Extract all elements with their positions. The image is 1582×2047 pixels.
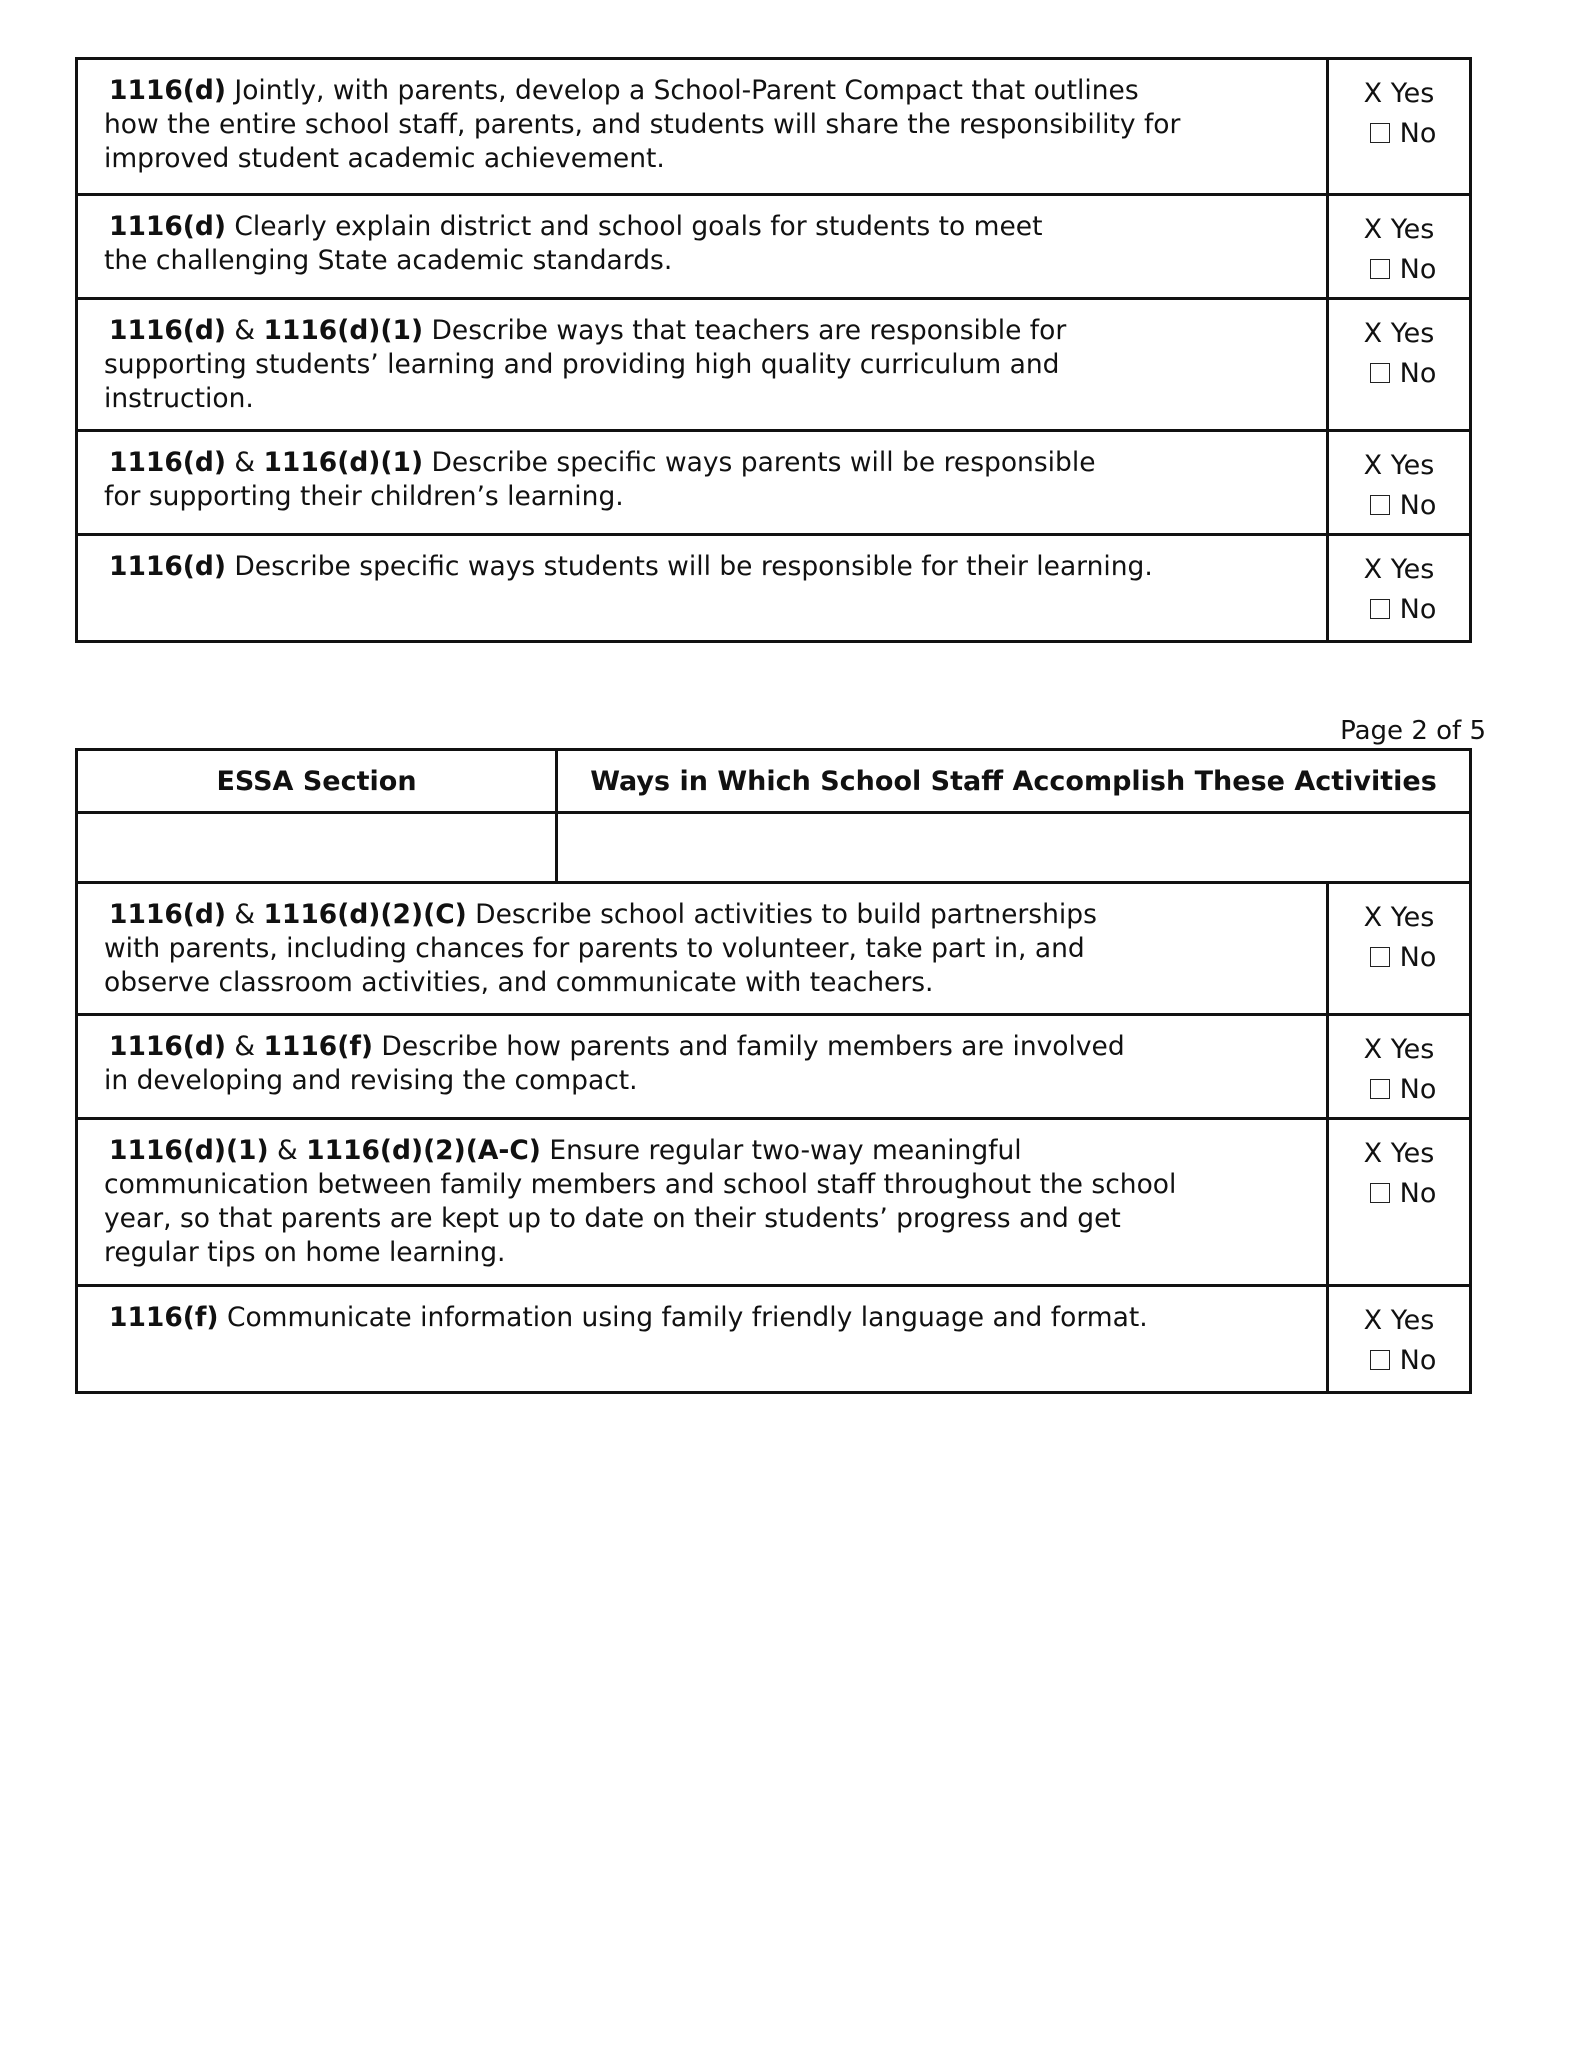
essa-section-ref: 1116(d) [109,211,226,242]
description-text: observe classroom activities, and communicate with teachers. [104,967,934,998]
description-text: Describe specific ways parents will be responsible [423,447,1096,478]
requirement-description [78,432,1329,533]
empty-row [78,814,1469,884]
yes-no-cell [1329,196,1469,297]
description-text: Ensure regular two-way meaningful [540,1135,1022,1166]
description-text: the challenging State academic standards. [104,245,673,276]
description-text: Jointly, with parents, develop a School-Parent Compact that outlines [225,75,1139,106]
yes-option-checked[interactable]: X Yes [1363,1034,1435,1065]
description-text: how the entire school staff, parents, and students will share the responsibility for [104,109,1181,140]
description-text: & [225,315,264,346]
essa-section-ref: 1116(f) [263,1031,373,1062]
compact-requirements-table-1 [75,57,1472,643]
essa-section-ref: 1116(d) [109,1031,226,1062]
checkbox-empty-icon[interactable] [1370,1183,1390,1203]
yes-option-checked[interactable]: X Yes [1363,318,1435,349]
no-option[interactable] [1329,114,1469,154]
empty-essa-section-cell[interactable] [78,814,558,881]
no-label: No [1399,1074,1437,1105]
description-text: supporting students’ learning and providing high quality curriculum and [104,349,1060,380]
checkbox-empty-icon[interactable] [1370,1079,1390,1099]
requirement-row [78,1287,1469,1391]
description-line [104,244,1306,278]
page-number: Page 2 of 5 [1340,716,1486,746]
yes-option-checked[interactable]: X Yes [1363,450,1435,481]
description-line [109,314,1306,348]
description-line [104,966,1306,1000]
yes-option-checked[interactable]: X Yes [1363,1305,1435,1336]
checkbox-empty-icon[interactable] [1370,947,1390,967]
essa-section-ref: 1116(d)(2)(C) [263,899,467,930]
requirement-row [78,432,1469,536]
description-text: & [225,899,264,930]
no-label: No [1399,942,1437,973]
requirement-row [78,196,1469,300]
description-line [104,142,1306,176]
description-text: Describe ways that teachers are responsible for [423,315,1067,346]
description-text: regular tips on home learning. [104,1237,506,1268]
description-line [104,108,1306,142]
no-label: No [1399,1178,1437,1209]
description-line [109,550,1306,584]
no-option[interactable] [1329,590,1469,630]
checkbox-empty-icon[interactable] [1370,1350,1390,1370]
essa-section-ref: 1116(d) [109,315,226,346]
description-line [104,1236,1306,1270]
no-option[interactable] [1329,354,1469,394]
no-label: No [1399,118,1437,149]
description-text: improved student academic achievement. [104,143,665,174]
table-header-row [78,751,1469,814]
description-line [104,1064,1306,1098]
requirement-description [78,300,1329,429]
checkbox-empty-icon[interactable] [1370,123,1390,143]
description-text: in developing and revising the compact. [104,1065,638,1096]
description-text: Describe specific ways students will be responsible for their learning. [225,551,1153,582]
requirement-row [78,884,1469,1016]
no-label: No [1399,1345,1437,1376]
yes-option-checked[interactable]: X Yes [1363,78,1435,109]
essa-section-ref: 1116(d) [109,551,226,582]
yes-no-cell [1329,1016,1469,1117]
essa-section-ref: 1116(d)(1) [109,1135,269,1166]
description-line [109,1301,1306,1335]
header-essa-section: ESSA Section [78,751,558,811]
description-line [109,74,1306,108]
requirement-description [78,60,1329,193]
description-line [109,446,1306,480]
requirement-description [78,196,1329,297]
yes-option-checked[interactable]: X Yes [1363,1138,1435,1169]
description-text: Communicate information using family friendly language and format. [218,1302,1148,1333]
essa-section-ref: 1116(d)(1) [263,315,424,346]
description-text: with parents, including chances for parents to volunteer, take part in, and [104,933,1085,964]
yes-no-cell [1329,300,1469,429]
yes-no-cell [1329,1120,1469,1284]
yes-option-checked[interactable]: X Yes [1363,214,1435,245]
description-line [104,348,1306,382]
no-option[interactable] [1329,1070,1469,1110]
checkbox-empty-icon[interactable] [1370,599,1390,619]
essa-section-ref: 1116(d)(1) [263,447,424,478]
requirement-row [78,1016,1469,1120]
description-text: & [225,1031,264,1062]
no-label: No [1399,254,1437,285]
yes-option-checked[interactable]: X Yes [1363,902,1435,933]
description-line [109,898,1306,932]
description-text: Clearly explain district and school goals for students to meet [225,211,1043,242]
yes-no-cell [1329,432,1469,533]
description-text: Describe school activities to build partnerships [466,899,1097,930]
checkbox-empty-icon[interactable] [1370,495,1390,515]
no-option[interactable] [1329,486,1469,526]
yes-no-cell [1329,1287,1469,1391]
requirement-row [78,536,1469,640]
description-line [104,480,1306,514]
no-option[interactable] [1329,1341,1469,1381]
requirement-description [78,1120,1329,1284]
description-line [104,1168,1306,1202]
empty-ways-cell[interactable] [558,814,1469,881]
description-text: year, so that parents are kept up to date on their students’ progress and get [104,1203,1121,1234]
description-line [104,932,1306,966]
description-line [104,382,1306,416]
no-option[interactable] [1329,938,1469,978]
description-line [104,1202,1306,1236]
requirement-description [78,1016,1329,1117]
yes-no-cell [1329,536,1469,640]
description-line [109,1030,1306,1064]
no-option[interactable] [1329,1174,1469,1214]
yes-no-cell [1329,60,1469,193]
compact-requirements-table-2 [75,748,1472,1394]
checkbox-empty-icon[interactable] [1370,363,1390,383]
header-ways-school-staff: Ways in Which School Staff Accomplish These Activities [590,765,1437,797]
description-text: communication between family members and school staff throughout the school [104,1169,1177,1200]
description-text: Describe how parents and family members are involved [372,1031,1125,1062]
requirement-description [78,536,1329,640]
description-text: instruction. [104,383,254,414]
requirement-row [78,300,1469,432]
requirement-row [78,1120,1469,1287]
description-line [109,1134,1306,1168]
requirement-row [78,60,1469,196]
no-option[interactable] [1329,250,1469,290]
no-label: No [1399,358,1437,389]
essa-section-ref: 1116(d) [109,899,226,930]
essa-section-ref: 1116(f) [109,1302,219,1333]
yes-no-cell [1329,884,1469,1013]
requirement-description [78,884,1329,1013]
no-label: No [1399,594,1437,625]
description-text: for supporting their children’s learning. [104,481,624,512]
no-label: No [1399,490,1437,521]
description-text: & [268,1135,307,1166]
yes-option-checked[interactable]: X Yes [1363,554,1435,585]
description-text: & [225,447,264,478]
requirement-description [78,1287,1329,1391]
checkbox-empty-icon[interactable] [1370,259,1390,279]
essa-section-ref: 1116(d) [109,75,226,106]
essa-section-ref: 1116(d) [109,447,226,478]
description-line [109,210,1306,244]
essa-section-ref: 1116(d)(2)(A-C) [306,1135,541,1166]
